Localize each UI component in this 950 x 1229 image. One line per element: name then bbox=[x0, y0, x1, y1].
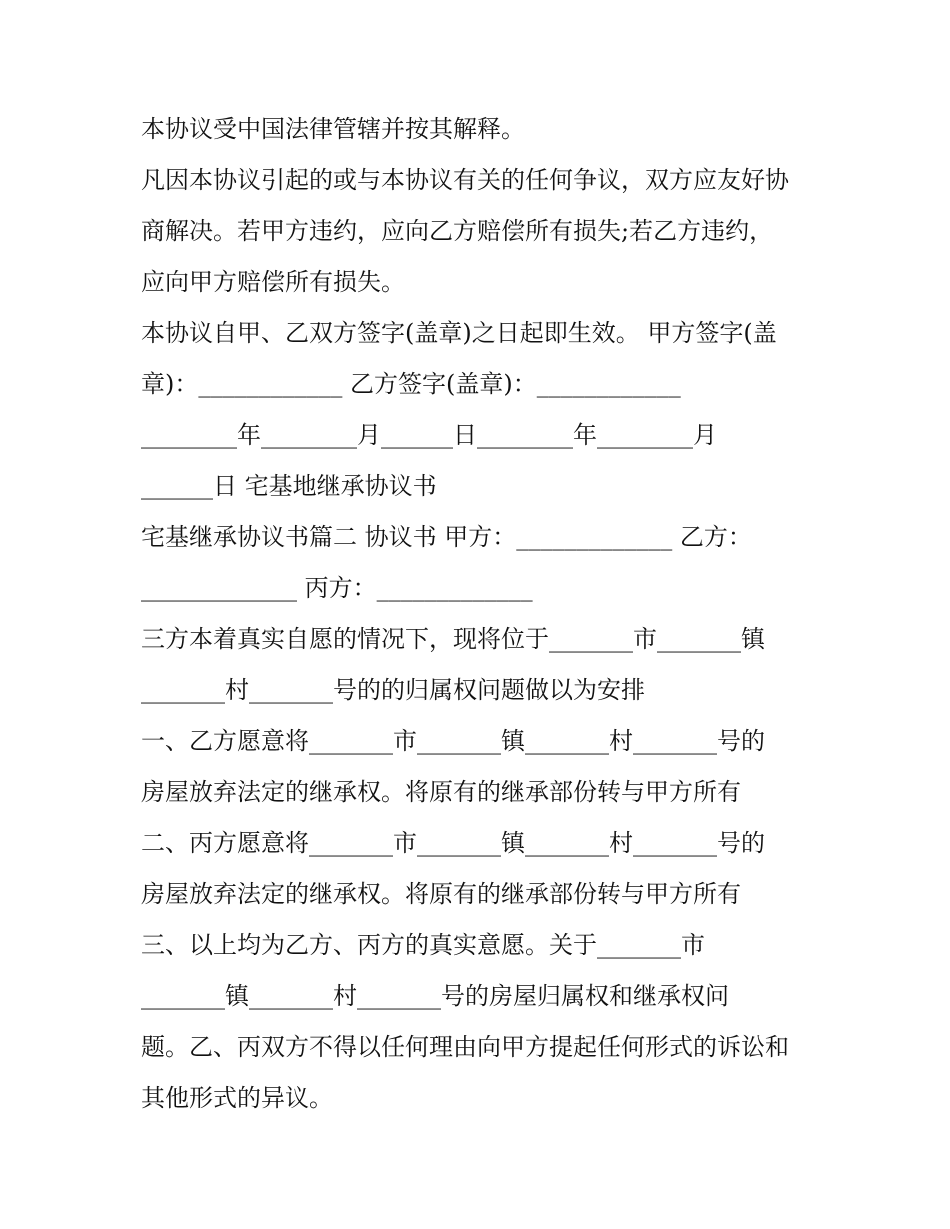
text-line: 应向甲方赔偿所有损失。 bbox=[141, 268, 405, 296]
text-line: 本协议自甲、乙双方签字(盖章)之日起即生效。 甲方签字(盖 bbox=[141, 319, 777, 347]
text-line: _______镇_______村_______号的房屋归属权和继承权问 bbox=[141, 982, 729, 1010]
text-line: 凡因本协议引起的或与本协议有关的任何争议，双方应友好协 bbox=[141, 166, 789, 194]
text-line: 宅基继承协议书篇二 协议书 甲方：_____________ 乙方： bbox=[141, 523, 752, 551]
text-line: 三、以上均为乙方、丙方的真实意愿。关于_______市 bbox=[141, 931, 705, 959]
text-line: 商解决。若甲方违约，应向乙方赔偿所有损失;若乙方违约， bbox=[141, 217, 774, 245]
text-line: 房屋放弃法定的继承权。将原有的继承部份转与甲方所有 bbox=[141, 778, 741, 806]
text-line: 章)：____________ 乙方签字(盖章)：____________ bbox=[141, 370, 681, 398]
text-line: 房屋放弃法定的继承权。将原有的继承部份转与甲方所有 bbox=[141, 880, 741, 908]
text-line: 本协议受中国法律管辖并按其解释。 bbox=[141, 115, 525, 143]
text-line: ________年________月______日________年________月 bbox=[141, 421, 717, 449]
text-line: 其他形式的异议。 bbox=[141, 1084, 333, 1112]
text-line: _____________ 丙方：_____________ bbox=[141, 574, 533, 602]
text-line: 二、丙方愿意将_______市_______镇_______村_______号的 bbox=[141, 829, 765, 857]
text-line: 三方本着真实自愿的情况下，现将位于_______市_______镇 bbox=[141, 625, 765, 653]
text-line: ______日 宅基地继承协议书 bbox=[141, 472, 437, 500]
text-line: 题。乙、丙双方不得以任何理由向甲方提起任何形式的诉讼和 bbox=[141, 1033, 789, 1061]
document-body bbox=[141, 104, 821, 1124]
text-line: _______村_______号的的归属权问题做以为安排 bbox=[141, 676, 645, 704]
text-line: 一、乙方愿意将_______市_______镇_______村_______号的 bbox=[141, 727, 765, 755]
